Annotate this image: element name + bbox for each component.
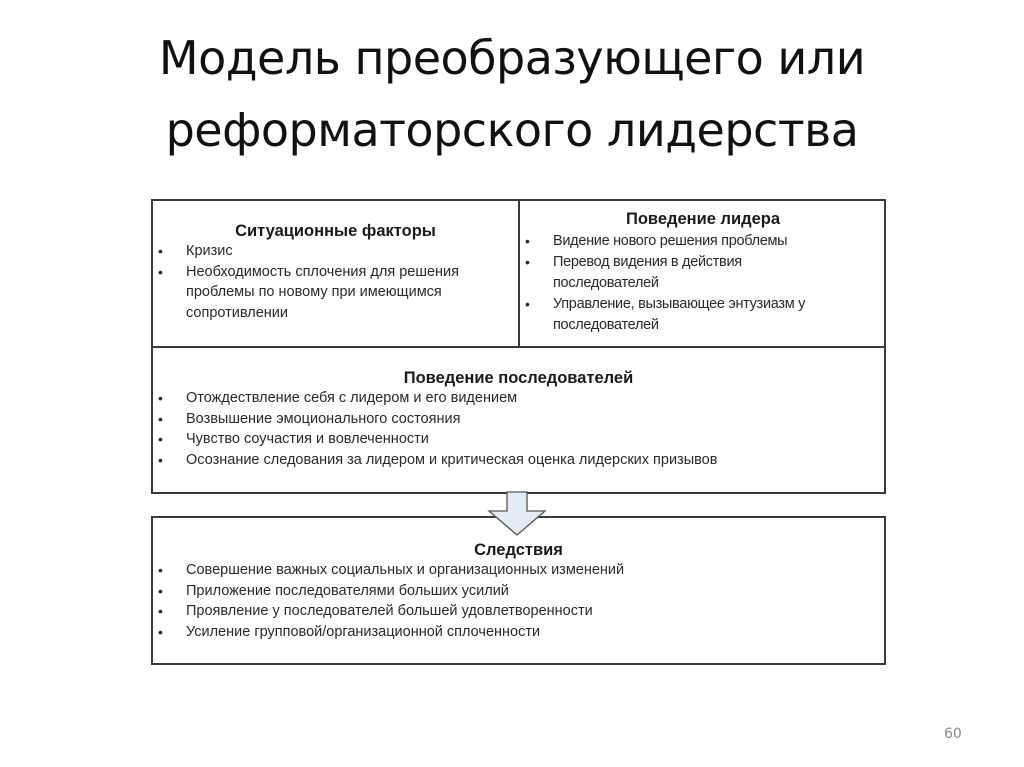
bullet-icon: • <box>525 254 530 270</box>
list-item: • Чувство соучастия и вовлеченности <box>153 429 884 450</box>
down-arrow-icon <box>484 491 550 539</box>
list-item: • Проявление у последователей большей удовлетворенности <box>153 601 884 622</box>
bullet-icon: • <box>158 623 163 640</box>
bullet-icon: • <box>525 296 530 312</box>
consequences-heading: Следствия <box>474 541 563 559</box>
slide-title <box>0 22 1024 166</box>
list-item: • Видение нового решения проблемы <box>520 231 886 252</box>
leader-behavior-heading: Поведение лидера <box>625 210 781 228</box>
bullet-icon: • <box>158 431 163 447</box>
page-number: 60 <box>944 726 962 742</box>
title-line-2: реформаторского лидерства <box>165 103 859 157</box>
leader-behavior-list <box>520 231 886 336</box>
situational-factors-list <box>153 241 518 323</box>
situational-factors-heading: Ситуационные факторы <box>235 222 436 240</box>
follower-behavior-heading: Поведение последователей <box>403 369 634 387</box>
list-item: • Приложение последователями больших усилий <box>153 581 884 602</box>
bullet-icon: • <box>158 582 163 599</box>
top-diagram-box <box>151 199 886 494</box>
bullet-icon: • <box>158 263 163 280</box>
list-item: • Осознание следования за лидером и критическая оценка лидерских призывов <box>153 450 884 471</box>
bullet-icon: • <box>158 410 163 427</box>
bullet-icon: • <box>158 451 163 468</box>
situational-factors-cell <box>153 201 518 346</box>
list-item: • Перевод видения в действия последователей <box>525 254 742 291</box>
list-item: • Усиление групповой/организационной сплоченности <box>153 622 884 643</box>
bullet-icon: • <box>158 562 163 578</box>
title-line-1: Модель преобразующего или <box>158 31 866 85</box>
list-item: • Необходимость сплочения для решения проблемы по новому при имеющимся сопротивлении <box>158 263 459 321</box>
list-item: • Отождествление себя с лидером и его видением <box>153 388 884 409</box>
list-item: • Кризис <box>153 241 518 262</box>
list-item: • Возвышение эмоционального состояния <box>153 409 884 430</box>
consequences-list <box>153 560 884 642</box>
list-item: • Совершение важных социальных и организационных изменений <box>153 560 884 581</box>
bullet-icon: • <box>158 390 163 406</box>
bullet-icon: • <box>525 233 530 249</box>
leader-behavior-cell <box>520 201 886 346</box>
follower-behavior-cell <box>153 348 884 493</box>
follower-behavior-list <box>153 388 884 470</box>
bullet-icon: • <box>158 243 163 259</box>
bullet-icon: • <box>158 603 163 619</box>
list-item: • Управление, вызывающее энтузиазм у последователей <box>525 296 806 333</box>
